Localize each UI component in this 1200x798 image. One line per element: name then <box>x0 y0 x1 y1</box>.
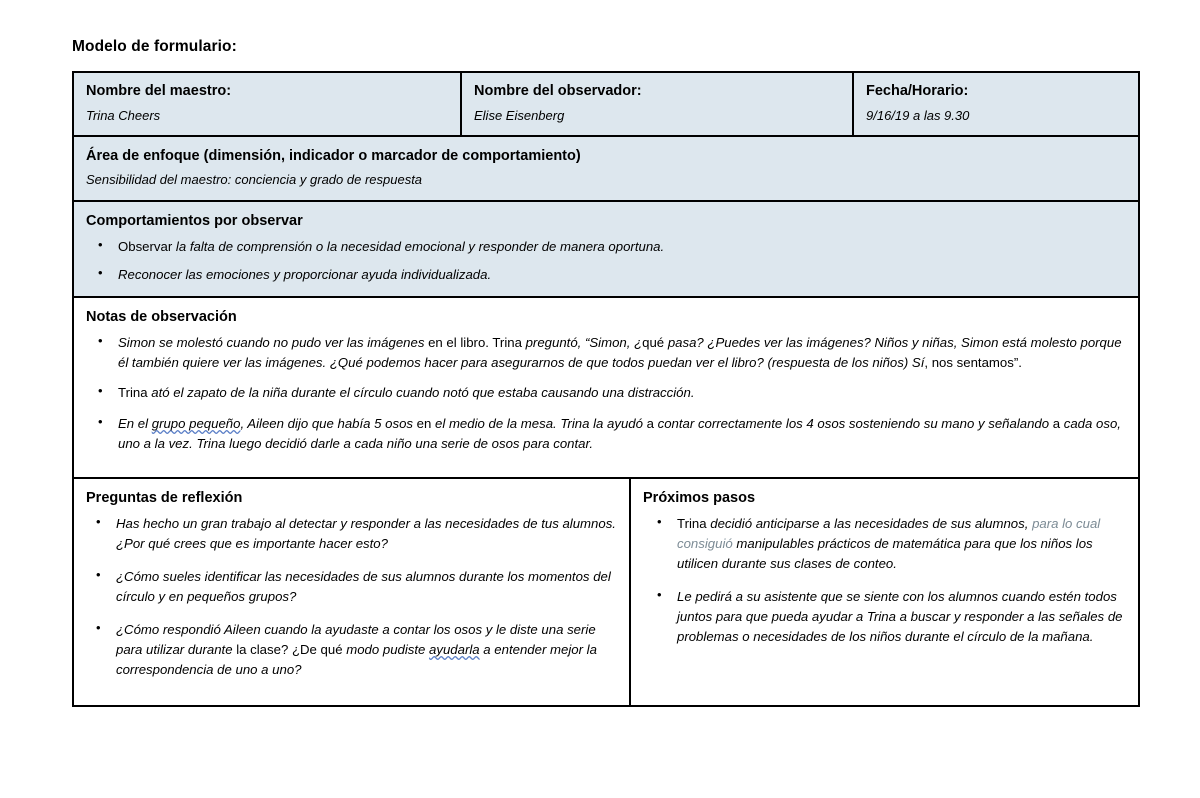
list-item <box>86 237 1126 256</box>
observation-notes-row <box>74 298 1138 479</box>
focus-area-cell <box>74 137 1138 200</box>
observer-name-cell <box>462 73 854 135</box>
observation-notes-cell <box>74 298 1138 477</box>
list-item <box>86 620 619 680</box>
text-run: en <box>416 416 436 432</box>
page-title: Modelo de formulario: <box>72 38 237 55</box>
observation-notes-list <box>86 333 1126 454</box>
observation-form-table <box>72 71 1140 708</box>
text-run: En el <box>118 416 152 432</box>
list-item <box>86 265 1126 284</box>
reflection-questions-heading: Preguntas de reflexión <box>86 489 243 506</box>
text-run: contar correctamente los 4 osos sosteniendo su mano y señalando <box>657 416 1053 432</box>
text-run: ¿Cómo respondió Aileen cuando la ayudaste a contar los osos y le diste una serie para utilizar durante <box>116 622 596 658</box>
list-item <box>643 587 1126 647</box>
date-time-cell <box>854 73 1138 135</box>
reflection-questions-cell <box>74 479 631 706</box>
date-time-label: Fecha/Horario: <box>866 82 969 99</box>
text-run: cada oso, uno a la vez. Trina luego decidió darle a cada niño una serie de osos para contar. <box>118 416 1121 451</box>
text-run: la falta de comprensión o la necesidad emocional y responder de manera oportuna. <box>175 239 665 255</box>
teacher-name-cell <box>74 73 462 135</box>
text-run: Observar <box>118 239 176 255</box>
text-run: a <box>646 416 658 432</box>
text-run: en el libro. Trina <box>428 334 526 350</box>
list-item <box>86 514 619 554</box>
text-run: , nos sentamos”. <box>924 354 1022 370</box>
text-run: decidió anticiparse a las necesidades de sus alumnos, <box>710 515 1033 531</box>
form-header-row <box>74 73 1138 137</box>
text-run: la clase? ¿De qué <box>236 642 347 658</box>
list-item <box>86 414 1126 454</box>
text-run: manipulables prácticos de matemática para que los niños los utilicen durante sus clases de conteo. <box>677 535 1093 571</box>
text-run: pasa? ¿Puedes ver las imágenes? Niños y niñas, Simon está molesto porque él también quiere ver las imágenes. ¿Qué podemos hacer para asegurarnos de que todos puedan ver el libro? (respuesta de los niños) Sí <box>118 334 1122 370</box>
focus-area-subtext: Sensibilidad del maestro: conciencia y grado de respuesta <box>86 172 423 188</box>
observer-name-label: Nombre del observador: <box>474 82 642 99</box>
list-item <box>86 333 1126 373</box>
text-run: para lo cual consiguió <box>677 515 1101 551</box>
list-item <box>643 514 1126 574</box>
text-run: Reconocer las emociones y proporcionar ayuda individualizada. <box>118 267 492 283</box>
focus-area-heading: Área de enfoque (dimensión, indicador o marcador de comportamiento) <box>86 147 581 164</box>
text-run: Trina <box>118 385 152 401</box>
focus-area-row <box>74 137 1138 202</box>
text-run: el medio de la mesa. Trina la ayudó <box>435 416 647 432</box>
date-time-value: 9/16/19 a las 9.30 <box>866 107 970 123</box>
text-run: a entender mejor la correspondencia de uno a uno? <box>116 642 597 678</box>
text-run: grupo pequeño <box>151 416 241 432</box>
list-item <box>86 567 619 607</box>
next-steps-cell <box>631 479 1138 706</box>
observer-name-value: Elise Eisenberg <box>474 107 565 123</box>
teacher-name-value: Trina Cheers <box>86 107 161 123</box>
behaviors-row <box>74 202 1138 298</box>
next-steps-list <box>643 514 1126 647</box>
behaviors-heading: Comportamientos por observar <box>86 212 303 229</box>
reflection-questions-list <box>86 514 619 680</box>
observation-notes-heading: Notas de observación <box>86 308 237 325</box>
behaviors-list <box>86 237 1126 285</box>
list-item <box>86 383 1126 403</box>
bottom-columns <box>74 479 1138 706</box>
bottom-row <box>74 479 1138 706</box>
text-run: Simon se molestó cuando no pudo ver las imágenes <box>118 334 429 350</box>
text-run: Le pedirá a su asistente que se siente con los alumnos cuando estén todos juntos para que pueda ayudar a Trina a buscar y responder a las señales de problemas o necesidades de los niños durante el círculo de la mañana. <box>677 589 1123 645</box>
text-run: preguntó, “Simon, ¿ <box>525 334 643 350</box>
text-run: ató el zapato de la niña durante el círculo cuando notó que estaba causando una distracción. <box>151 385 695 401</box>
text-run: a <box>1052 416 1064 432</box>
next-steps-heading: Próximos pasos <box>643 489 756 506</box>
text-run: ¿Cómo sueles identificar las necesidades de sus alumnos durante los momentos del círculo y en pequeños grupos? <box>116 569 611 605</box>
teacher-name-label: Nombre del maestro: <box>86 82 232 99</box>
text-run: Has hecho un gran trabajo al detectar y responder a las necesidades de tus alumnos. ¿Por qué crees que es importante hacer esto? <box>116 515 616 551</box>
text-run: Trina <box>677 515 711 531</box>
text-run: qué <box>642 334 668 350</box>
behaviors-cell <box>74 202 1138 296</box>
text-run: ayudarla <box>429 642 480 658</box>
text-run: , Aileen dijo que había 5 osos <box>240 416 417 432</box>
text-run: modo pudiste <box>346 642 430 658</box>
